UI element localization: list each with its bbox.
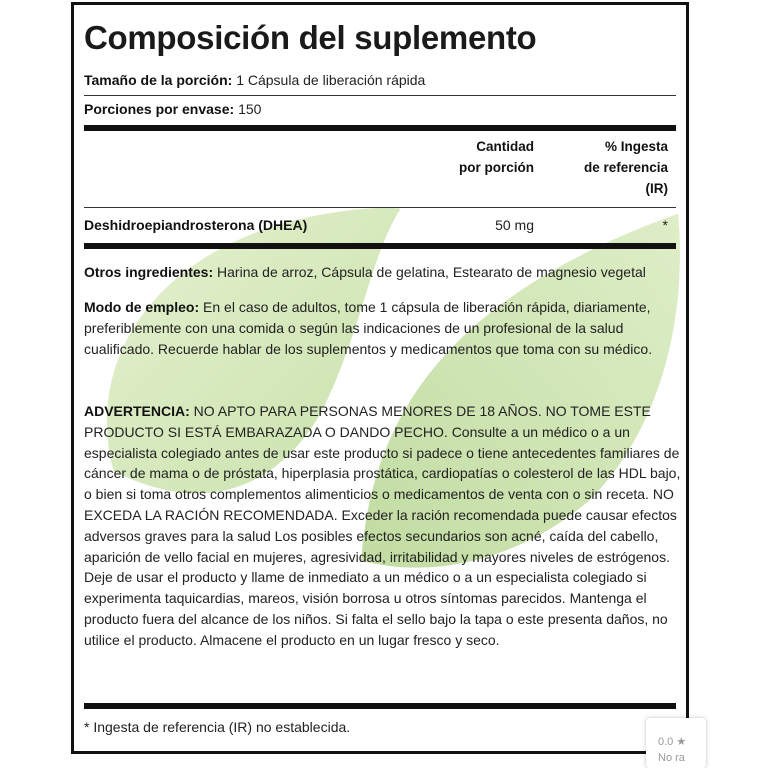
amount-per-serving-header: [424, 136, 534, 178]
warning-text: [84, 401, 684, 651]
ri-header-line1: % Ingesta: [604, 139, 668, 154]
footnote: * Ingesta de referencia (IR) no establecida.: [84, 719, 351, 735]
divider: [84, 207, 676, 208]
servings-per-container-row: [84, 101, 261, 117]
amount-header-line2: por porción: [459, 160, 534, 175]
warning-label: ADVERTENCIA:: [84, 403, 190, 419]
servings-per-container-value: 150: [238, 101, 262, 117]
usage-text: En el caso de adultos, tome 1 cápsula de liberación rápida, diariamente, preferiblemente con una comida o según las indicaciones de un profesional de la salud cualificado. Recuerde hablar de los suplementos y medicamentos que toma con su médico.: [84, 299, 653, 357]
other-ingredients-label: Otros ingredientes:: [84, 264, 214, 280]
rating-score: 0.0 ★: [658, 736, 687, 748]
other-ingredients-text: Harina de arroz, Cápsula de gelatina, Estearato de magnesio vegetal: [213, 264, 646, 280]
thick-divider: [84, 703, 676, 709]
warning-body: NO APTO PARA PERSONAS MENORES DE 18 AÑOS. NO TOME ESTE PRODUCTO SI ESTÁ EMBARAZADA O DANDO PECHO. Consulte a un médico o a un especialista colegiado antes de usar este producto si padece o tiene antecedentes familiares de cáncer de mama o de próstata, hiperplasia prostática, cardiopatías o colesterol de las HDL bajo, o bien si toma otros complementos alimenticios o medicamentos de venta con o sin receta. NO EXCEDA LA RACIÓN RECOMENDADA. Exceder la ración recomendada puede causar efectos adversos graves para la salud Los posibles efectos secundarios son acné, caída del cabello, aparición de vello facial en mujeres, agresividad, irritabilidad y mayores niveles de estrógenos. Deje de usar el producto y llame de inmediato a un médico o a un especialista colegiado si experimenta taquicardias, mareos, visión borrosa u otros síntomas parecidos. Mantenga el producto fuera del alcance de los niños. Si falta el sello bajo la tapa o este presenta daños, no utilice el producto. Almacene el producto en un lugar fresco y seco.: [84, 403, 681, 648]
rating-widget[interactable]: [646, 718, 706, 768]
ingredient-amount: 50 mg: [495, 217, 534, 233]
reference-intake-header: [544, 136, 668, 199]
supplement-facts-panel: [71, 2, 689, 754]
ri-header-line2: de referencia: [583, 160, 668, 175]
other-ingredients: [84, 262, 684, 283]
page-title: Composición del suplemento: [84, 19, 537, 56]
rating-status: No ra: [658, 752, 685, 764]
servings-per-container-label: Porciones por envase:: [84, 101, 235, 117]
serving-size-label: Tamaño de la porción:: [84, 72, 233, 88]
usage-instructions: [84, 297, 684, 359]
ri-header-line3: (IR): [645, 181, 668, 196]
usage-label: Modo de empleo:: [84, 299, 200, 315]
divider: [84, 95, 676, 96]
serving-size-row: [84, 72, 425, 88]
thick-divider: [84, 243, 676, 249]
thick-divider: [84, 125, 676, 131]
ingredient-name: Deshidroepiandrosterona (DHEA): [84, 217, 308, 233]
ingredient-ri: *: [662, 217, 668, 233]
serving-size-value: 1 Cápsula de liberación rápida: [236, 72, 426, 88]
amount-header-line1: Cantidad: [476, 139, 534, 154]
